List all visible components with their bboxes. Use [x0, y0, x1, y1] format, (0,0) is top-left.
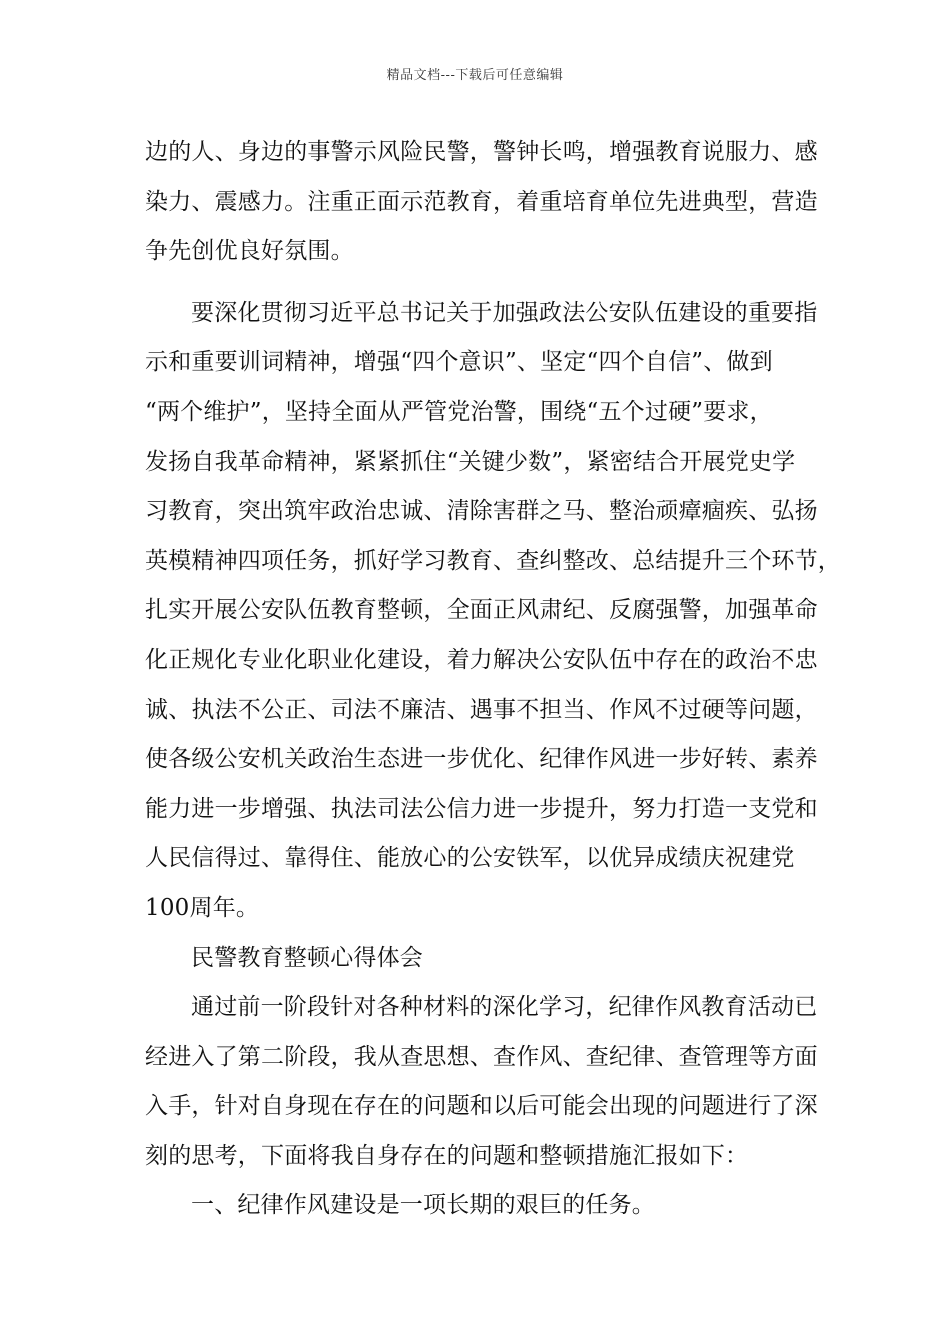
text-line: 边的人、身边的事警示风险民警，警钟长鸣，增强教育说服力、感: [145, 139, 818, 165]
text-line: 争先创优良好氛围。: [145, 238, 354, 265]
text-line: 习教育，突出筑牢政治忠诚、清除害群之马、整治顽瘴痼疾、弘扬: [145, 498, 818, 525]
text-line: 人民信得过、靠得住、能放心的公安铁军，以优异成绩庆祝建党: [145, 845, 795, 872]
section-heading: 一、纪律作风建设是一项长期的艰巨的任务。: [191, 1192, 655, 1219]
text-line: 示和重要训词精神，增强“四个意识”、坚定“四个自信”、做到: [145, 349, 773, 376]
text-line: 染力、震感力。注重正面示范教育，着重培育单位先进典型，营造: [145, 188, 818, 215]
section-title: 民警教育整顿心得体会: [191, 944, 423, 971]
page-header: 精品文档---下载后可任意编辑: [386, 68, 564, 83]
text-line: 发扬自我革命精神，紧紧抓住“关键少数”，紧密结合开展党史学: [145, 448, 796, 475]
text-line: 刻的思考，下面将我自身存在的问题和整顿措施汇报如下：: [145, 1142, 749, 1169]
text-line: 使各级公安机关政治生态进一步优化、纪律作风进一步好转、素养: [145, 746, 818, 773]
text-line: 100周年。: [145, 894, 260, 921]
text-line: 诚、执法不公正、司法不廉洁、遇事不担当、作风不过硬等问题，: [145, 696, 818, 723]
text-line: 化正规化专业化职业化建设，着力解决公安队伍中存在的政治不忠: [145, 646, 818, 673]
text-line: 扎实开展公安队伍教育整顿，全面正风肃纪、反腐强警，加强革命: [145, 597, 818, 624]
text-line: 英模精神四项任务，抓好学习教育、查纠整改、总结提升三个环节，: [145, 547, 841, 574]
text-line: “两个维护”，坚持全面从严管党治警，围绕“五个过硬”要求，: [145, 398, 773, 425]
text-line: 经进入了第二阶段，我从查思想、查作风、查纪律、查管理等方面: [145, 1043, 818, 1070]
text-line: 能力进一步增强、执法司法公信力进一步提升，努力打造一支党和: [145, 795, 818, 822]
paragraph-start-line: 通过前一阶段针对各种材料的深化学习，纪律作风教育活动已: [191, 994, 818, 1021]
document-body: [145, 128, 841, 1231]
paragraph-start-line: 要深化贯彻习近平总书记关于加强政法公安队伍建设的重要指: [191, 299, 818, 326]
text-line: 入手，针对自身现在存在的问题和以后可能会出现的问题进行了深: [145, 1093, 818, 1120]
